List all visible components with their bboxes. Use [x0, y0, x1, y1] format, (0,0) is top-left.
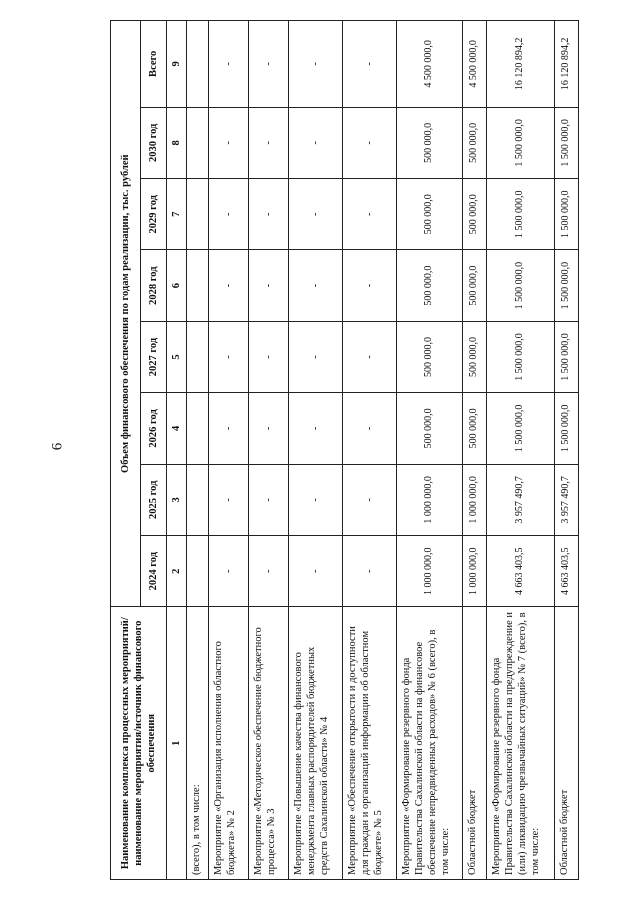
cell-value: 500 000,0: [397, 393, 463, 464]
header-year: 2030 год: [141, 107, 167, 178]
cell-value: -: [289, 250, 343, 321]
header-year: 2025 год: [141, 464, 167, 535]
table-row: [555, 21, 579, 880]
column-index: 6: [167, 250, 187, 321]
cell-value: -: [209, 179, 249, 250]
cell-value: 1 000 000,0: [463, 464, 487, 535]
row-name: Областной бюджет: [463, 607, 487, 880]
header-year: 2026 год: [141, 393, 167, 464]
cell-value: -: [209, 250, 249, 321]
cell-value: [187, 107, 209, 178]
cell-value: -: [343, 321, 397, 392]
cell-value: 1 500 000,0: [487, 393, 555, 464]
cell-value: 16 120 894,2: [487, 21, 555, 108]
cell-value: 1 500 000,0: [555, 179, 579, 250]
cell-value: 1 500 000,0: [555, 107, 579, 178]
cell-value: [187, 21, 209, 108]
cell-value: -: [289, 464, 343, 535]
cell-value: -: [209, 393, 249, 464]
cell-value: 500 000,0: [463, 179, 487, 250]
cell-value: 1 500 000,0: [487, 250, 555, 321]
cell-value: 3 957 490,7: [487, 464, 555, 535]
table-row: [209, 21, 249, 880]
cell-value: 500 000,0: [397, 107, 463, 178]
column-index: 1: [167, 607, 187, 880]
cell-value: 4 500 000,0: [463, 21, 487, 108]
cell-value: -: [289, 179, 343, 250]
cell-value: 500 000,0: [463, 250, 487, 321]
cell-value: 3 957 490,7: [555, 464, 579, 535]
cell-value: -: [209, 464, 249, 535]
cell-value: -: [209, 536, 249, 607]
row-name: Мероприятие «Методическое обеспечение бюджетного процесса» № 3: [249, 607, 289, 880]
row-name: Мероприятие «Обеспечение открытости и доступности для граждан и организаций информации об областном бюджете» № 5: [343, 607, 397, 880]
cell-value: -: [209, 321, 249, 392]
cell-value: 1 500 000,0: [487, 321, 555, 392]
cell-value: 4 663 403,5: [487, 536, 555, 607]
cell-value: -: [289, 321, 343, 392]
row-name: Мероприятие «Формирование резервного фонда Правительства Сахалинской области на финансовое обеспечение непредвиденных расходов» № 6 (всего), в том числе:: [397, 607, 463, 880]
header-name-column: Наименование комплекса процессных мероприятий/наименование мероприятия/источник финансового обеспечения: [111, 607, 167, 880]
header-volume-group: Объем финансового обеспечения по годам реализации, тыс. рублей: [111, 21, 141, 607]
cell-value: [187, 321, 209, 392]
cell-value: [187, 393, 209, 464]
cell-value: -: [343, 464, 397, 535]
cell-value: -: [343, 393, 397, 464]
row-name: Мероприятие «Формирование резервного фонда Правительства Сахалинской области на предупреждение и (или) ликвидацию чрезвычайных ситуаций» № 7 (всего), в том числе:: [487, 607, 555, 880]
financing-table: [110, 20, 579, 880]
cell-value: -: [249, 536, 289, 607]
cell-value: 1 500 000,0: [555, 393, 579, 464]
cell-value: -: [249, 21, 289, 108]
row-name: (всего), в том числе:: [187, 607, 209, 880]
cell-value: [187, 536, 209, 607]
column-index: 9: [167, 21, 187, 108]
row-name: Мероприятие «Повышение качества финансового менеджмента главных распорядителей бюджетных средств Сахалинской области» № 4: [289, 607, 343, 880]
table-row: [463, 21, 487, 880]
cell-value: -: [249, 464, 289, 535]
cell-value: -: [289, 107, 343, 178]
cell-value: -: [289, 21, 343, 108]
table-row: [343, 21, 397, 880]
cell-value: [187, 250, 209, 321]
header-year: 2029 год: [141, 179, 167, 250]
cell-value: 500 000,0: [397, 321, 463, 392]
cell-value: -: [249, 321, 289, 392]
cell-value: -: [343, 536, 397, 607]
cell-value: 4 663 403,5: [555, 536, 579, 607]
header-year: 2024 год: [141, 536, 167, 607]
cell-value: 1 000 000,0: [397, 536, 463, 607]
cell-value: -: [343, 179, 397, 250]
table-row: [249, 21, 289, 880]
header-year: 2027 год: [141, 321, 167, 392]
cell-value: 500 000,0: [463, 107, 487, 178]
header-year: 2028 год: [141, 250, 167, 321]
cell-value: 500 000,0: [463, 321, 487, 392]
row-name: Областной бюджет: [555, 607, 579, 880]
cell-value: -: [343, 21, 397, 108]
cell-value: -: [343, 107, 397, 178]
table-row: [187, 21, 209, 880]
cell-value: 1 500 000,0: [487, 107, 555, 178]
cell-value: 16 120 894,2: [555, 21, 579, 108]
table-row: [289, 21, 343, 880]
cell-value: 500 000,0: [397, 179, 463, 250]
cell-value: -: [209, 21, 249, 108]
table-row: [397, 21, 463, 880]
cell-value: -: [249, 250, 289, 321]
cell-value: 4 500 000,0: [397, 21, 463, 108]
cell-value: -: [249, 393, 289, 464]
column-index: 8: [167, 107, 187, 178]
cell-value: 500 000,0: [463, 393, 487, 464]
rotated-table-container: [110, 20, 572, 880]
column-index: 7: [167, 179, 187, 250]
cell-value: 500 000,0: [397, 250, 463, 321]
cell-value: 1 000 000,0: [397, 464, 463, 535]
column-index: 4: [167, 393, 187, 464]
cell-value: 1 000 000,0: [463, 536, 487, 607]
page-number: 6: [49, 442, 66, 451]
row-name: Мероприятие «Организация исполнения областного бюджета» № 2: [209, 607, 249, 880]
cell-value: 1 500 000,0: [487, 179, 555, 250]
cell-value: -: [209, 107, 249, 178]
cell-value: [187, 179, 209, 250]
column-index: 2: [167, 536, 187, 607]
cell-value: -: [289, 536, 343, 607]
table-row: [487, 21, 555, 880]
header-total: Всего: [141, 21, 167, 108]
column-index: 5: [167, 321, 187, 392]
cell-value: -: [289, 393, 343, 464]
column-index: 3: [167, 464, 187, 535]
cell-value: [187, 464, 209, 535]
cell-value: 1 500 000,0: [555, 321, 579, 392]
cell-value: 1 500 000,0: [555, 250, 579, 321]
cell-value: -: [343, 250, 397, 321]
cell-value: -: [249, 179, 289, 250]
cell-value: -: [249, 107, 289, 178]
